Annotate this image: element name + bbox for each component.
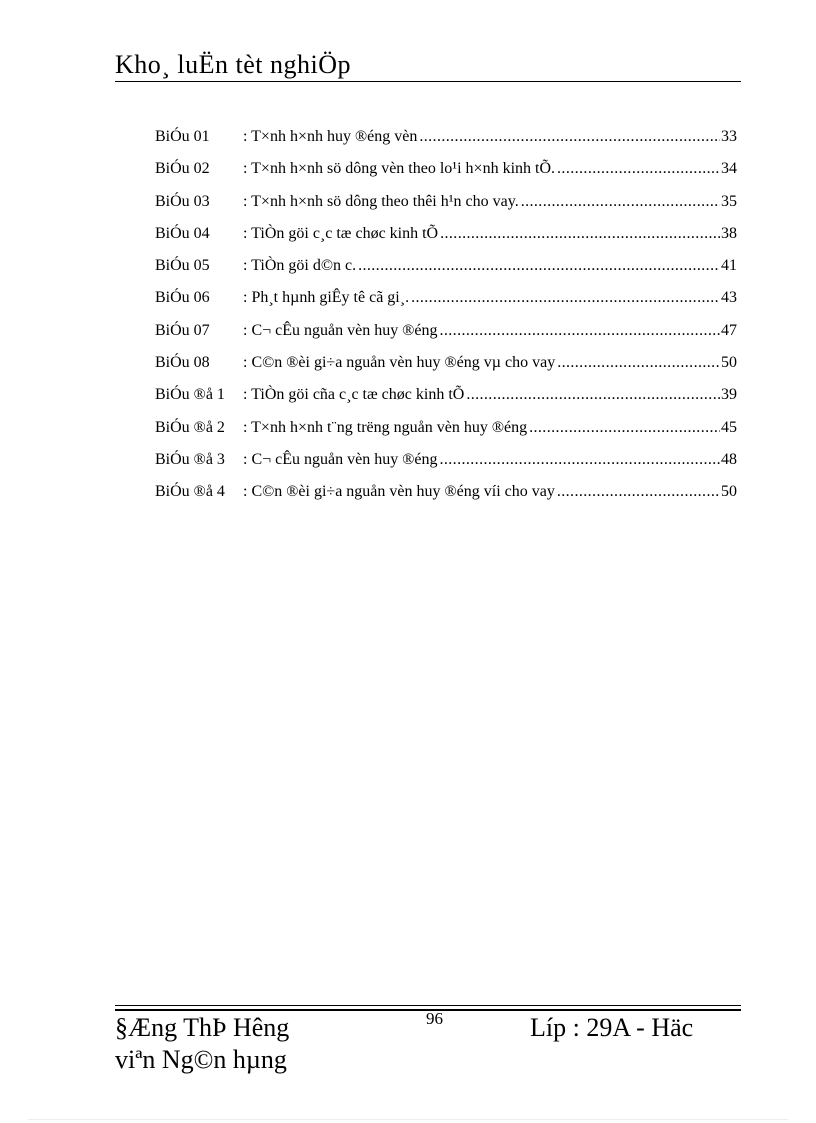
toc-title: : TiÒn göi d©n c. (243, 257, 357, 275)
toc-label: BiÓu 04 (155, 224, 210, 242)
toc-page-number: 45 (721, 418, 737, 436)
toc-leader (440, 225, 720, 243)
toc-row (155, 322, 737, 354)
toc-page-number: 50 (721, 354, 737, 372)
footer-author-line-2: viªn Ng©n hµng (115, 1045, 287, 1074)
toc-leader (439, 451, 720, 469)
toc-title: : TiÒn göi cña c¸c tæ chøc kinh tÕ (243, 386, 465, 404)
toc-label: BiÓu ®å 4 (155, 483, 225, 501)
toc-title: : T×nh h×nh huy ®éng vèn (243, 128, 418, 145)
toc-label: BiÓu 08 (155, 354, 210, 372)
toc-leader (419, 128, 720, 146)
toc-label: BiÓu 06 (155, 289, 210, 307)
toc-label: BiÓu 07 (155, 321, 210, 339)
toc-leader (411, 289, 720, 307)
toc-label: BiÓu ®å 1 (155, 386, 225, 404)
toc-title: : T×nh h×nh sö dông vèn theo lo¹i h×nh kinh tÕ. (243, 160, 556, 178)
header-rule (115, 81, 741, 82)
toc-page-number: 34 (721, 160, 737, 178)
footer-rule (115, 1005, 741, 1006)
toc-page-number: 43 (721, 289, 737, 307)
toc-title: : Ph¸t hµnh giÊy tê cã gi¸. (243, 289, 410, 307)
toc-leader (466, 386, 720, 404)
toc-leader (521, 193, 720, 211)
toc-page-number: 39 (721, 386, 737, 404)
toc-row (155, 354, 737, 386)
page-edge-line (28, 1119, 788, 1120)
toc-page-number: 50 (721, 483, 737, 501)
toc-title: : C¬ cÊu nguån vèn huy ®éng (243, 321, 438, 339)
document-header-title: Kho¸ luËn tèt nghiÖp (115, 50, 352, 79)
toc-label: BiÓu 01 (155, 128, 210, 145)
toc-row (155, 386, 737, 418)
toc-row (155, 257, 737, 289)
toc-row (155, 289, 737, 321)
toc-title: : C©n ®èi gi÷a nguån vèn huy ®éng vµ cho vay (243, 354, 556, 372)
toc-page-number: 48 (721, 450, 737, 468)
toc-page-number: 38 (721, 224, 737, 242)
toc-row (155, 451, 737, 483)
toc-title: : T×nh h×nh sö dông theo thêi h¹n cho vay. (243, 192, 519, 210)
toc-leader (557, 483, 720, 501)
toc-row (155, 225, 737, 257)
toc-label: BiÓu 03 (155, 192, 210, 210)
toc-row (155, 193, 737, 225)
toc-leader (557, 160, 720, 178)
footer-author-line-1: §Æng ThÞ Hêng (115, 1013, 290, 1042)
footer-page-number: 96 (426, 1009, 443, 1028)
toc-title: : T×nh h×nh t¨ng trëng nguån vèn huy ®éng (243, 418, 528, 436)
toc-title: : C©n ®èi gi÷a nguån vèn huy ®éng víi cho vay (243, 483, 555, 501)
toc-row (155, 128, 737, 160)
table-of-figures (155, 128, 737, 516)
toc-row (155, 419, 737, 451)
toc-row (155, 483, 737, 515)
toc-label: BiÓu ®å 2 (155, 418, 225, 436)
footer-class-label: Líp : 29A - Häc (530, 1013, 694, 1042)
toc-label: BiÓu 02 (155, 160, 210, 178)
toc-leader (529, 419, 720, 437)
toc-page-number: 35 (721, 192, 737, 210)
toc-label: BiÓu ®å 3 (155, 450, 225, 468)
toc-page-number: 47 (721, 321, 737, 339)
toc-page-number: 41 (721, 257, 737, 275)
toc-leader (439, 322, 720, 340)
toc-leader (557, 354, 720, 372)
toc-page-number: 33 (721, 128, 737, 145)
toc-row (155, 160, 737, 192)
footer-author (115, 1012, 289, 1076)
toc-title: : TiÒn göi c¸c tæ chøc kinh tÕ (243, 224, 439, 242)
toc-title: : C¬ cÊu nguån vèn huy ®éng (243, 450, 438, 468)
toc-label: BiÓu 05 (155, 257, 210, 275)
toc-leader (358, 257, 720, 275)
